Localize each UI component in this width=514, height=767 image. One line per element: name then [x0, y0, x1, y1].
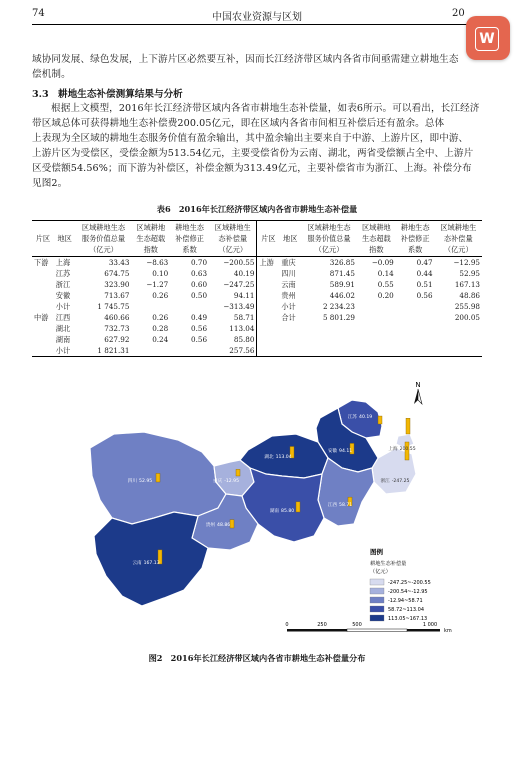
cell-coef	[396, 334, 435, 345]
cell-index: −0.09	[371, 258, 394, 267]
province-value-bar	[378, 416, 382, 424]
cell-zone	[257, 290, 279, 301]
cell-region: 四川	[281, 269, 296, 278]
cell-region: 合计	[281, 313, 296, 322]
cell-region: 重庆	[281, 258, 296, 267]
map-legend	[370, 547, 431, 622]
cell-value: 460.66	[104, 313, 130, 322]
cell-coef	[396, 323, 435, 334]
legend-swatch	[370, 579, 384, 585]
cell-coef: 0.49	[191, 313, 208, 322]
cell-index: 0.26	[152, 291, 169, 300]
cell-value: 674.75	[104, 269, 130, 278]
cell-region: 云南	[281, 280, 296, 289]
table-row	[32, 312, 482, 323]
cell-coef	[170, 301, 209, 312]
cell-index: 0.14	[377, 269, 394, 278]
cell-comp: 255.98	[454, 302, 480, 311]
cell-comp	[435, 345, 482, 357]
word-icon: W	[475, 27, 499, 51]
cell-value	[301, 323, 357, 334]
cell-zone	[257, 301, 279, 312]
col-comp: 区域耕地生 态补偿量 （亿元）	[209, 221, 257, 257]
cell-comp: 200.05	[454, 313, 480, 322]
cell-value: 5 801.29	[322, 313, 355, 322]
province-label: 贵州 48.86	[205, 523, 231, 528]
cell-index	[131, 301, 170, 312]
cell-coef: 0.63	[191, 269, 208, 278]
cell-zone: 上游	[257, 257, 279, 269]
cell-region: 小计	[281, 302, 296, 311]
table-row	[32, 334, 482, 345]
province-label: 安徽 94.11	[327, 449, 353, 454]
cell-value: 2 234.23	[322, 302, 355, 311]
legend-label: 113.05~167.13	[388, 616, 428, 623]
cell-index	[357, 312, 396, 323]
province-value-bar	[230, 520, 234, 528]
cell-region: 江西	[55, 313, 71, 322]
province-label: 云南 167.13	[132, 561, 160, 566]
cell-value: 446.02	[329, 291, 355, 300]
cell-region: 江苏	[55, 269, 71, 278]
province-label: 江苏 40.19	[347, 415, 373, 420]
paragraph-line: 上游片区为受偿区，受偿金额为513.54亿元，主要受偿省份为云南、湖北，两省受偿额占全中、上游片	[32, 148, 474, 159]
compensation-map	[60, 378, 460, 640]
cell-comp: 40.19	[233, 269, 255, 278]
scale-tick: 500	[352, 622, 362, 628]
analysis-paragraph	[32, 101, 482, 191]
cell-comp: 85.80	[233, 335, 255, 344]
cell-comp: 48.86	[459, 291, 480, 300]
province-label: 重庆 -12.95	[212, 479, 240, 484]
cell-region: 湖南	[55, 335, 71, 344]
header-rule	[32, 24, 482, 25]
province-value-bar	[156, 473, 160, 482]
province-label: 上海 200.55	[388, 447, 416, 452]
paragraph-line: 带区域总体可获得耕地生态补偿费200.05亿元，即在区域内各省市间相互补偿后还有盈余。总体	[32, 118, 445, 129]
province-label: 湖南 85.80	[269, 509, 295, 514]
table-row	[32, 279, 482, 290]
cell-index: 0.24	[152, 335, 169, 344]
north-arrow	[414, 381, 422, 404]
cell-zone	[32, 268, 54, 279]
cell-comp: −247.25	[223, 280, 255, 289]
cell-comp	[435, 334, 482, 345]
cell-region: 安徽	[55, 291, 71, 300]
cell-index	[357, 301, 396, 312]
province-region	[372, 448, 416, 494]
col-index: 区域耕地 生态超载 指数	[131, 221, 170, 257]
legend-swatch	[370, 597, 384, 603]
cell-zone	[32, 323, 54, 334]
section-number: 3.3	[32, 89, 49, 100]
table-row	[32, 257, 482, 269]
cell-value: 33.43	[108, 258, 130, 267]
cell-zone	[32, 279, 54, 290]
cell-comp: 58.71	[233, 313, 255, 322]
cell-region	[279, 334, 301, 345]
legend-swatch	[370, 606, 384, 612]
cell-comp	[435, 323, 482, 334]
table-body	[32, 257, 482, 357]
cell-region	[279, 345, 301, 357]
cell-coef: 0.60	[191, 280, 208, 289]
cell-value: 323.90	[104, 280, 130, 289]
legend-label: -247.25~-200.55	[388, 580, 431, 587]
cell-comp: 113.04	[229, 324, 255, 333]
body-continuation	[32, 52, 482, 82]
cell-zone	[257, 268, 279, 279]
cell-index: 0.10	[152, 269, 169, 278]
cell-index: 0.20	[377, 291, 394, 300]
cell-comp: −12.95	[453, 258, 480, 267]
paragraph-line: 区受偿额54.56%；而下游为补偿区，补偿金额为313.49亿元，主要补偿省市为浙江、上海。补偿分布	[32, 163, 472, 174]
col-index-right: 区域耕地 生态超载 指数	[357, 221, 396, 257]
cell-coef: 0.56	[416, 291, 433, 300]
col-coef: 耕地生态 补偿修正 系数	[170, 221, 209, 257]
cell-comp: 167.13	[454, 280, 480, 289]
province-value-bar	[236, 469, 240, 476]
cell-comp: −200.55	[223, 258, 255, 267]
compensation-table	[32, 220, 482, 357]
cell-value: 589.91	[329, 280, 355, 289]
cell-zone	[32, 290, 54, 301]
cell-coef	[396, 312, 435, 323]
cell-value: 713.67	[104, 291, 130, 300]
col-zone-right: 片区	[257, 221, 279, 257]
paragraph-line: 根据上文模型，2016年长江经济带区域内各省市耕地生态补偿量，如表6所示。可以看出，长江经济	[51, 103, 480, 114]
legend-title: 图例	[370, 548, 383, 556]
legend-label: -200.54~-12.95	[388, 589, 428, 596]
cell-value: 1 821.31	[76, 345, 132, 357]
province-label: 江西 58.71	[327, 503, 353, 508]
cell-value	[301, 345, 357, 357]
scale-tick: 0	[285, 622, 289, 628]
cell-zone	[257, 312, 279, 323]
cell-comp: 94.11	[233, 291, 255, 300]
cell-region: 贵州	[281, 291, 296, 300]
cell-index: 0.26	[152, 313, 169, 322]
cell-zone: 中游	[34, 313, 49, 322]
cell-value: 871.45	[329, 269, 355, 278]
legend-label: -12.94~58.71	[388, 598, 423, 605]
cell-coef: 0.44	[416, 269, 433, 278]
cell-coef: 0.51	[416, 280, 433, 289]
section-title: 耕地生态补偿测算结果与分析	[58, 89, 183, 100]
province-region	[94, 512, 208, 606]
table-row	[32, 301, 482, 312]
col-region: 地区	[54, 221, 76, 257]
cell-region: 湖北	[55, 324, 71, 333]
cell-region: 小计	[54, 345, 76, 357]
cell-index: 0.28	[152, 324, 169, 333]
cell-index: 0.55	[377, 280, 394, 289]
cell-coef: 0.56	[191, 324, 208, 333]
paragraph-line: 上表现为全区域的耕地生态服务价值有盈余输出，其中盈余输出主要来自于中游、上游片区，即中游、	[32, 133, 469, 144]
journal-title: 中国农业资源与区划	[212, 12, 302, 23]
table-header	[32, 221, 482, 257]
cell-value	[301, 334, 357, 345]
province-value-bar	[406, 418, 410, 434]
table-row	[32, 345, 482, 357]
col-value: 区域耕地生态 服务价值总量 （亿元）	[76, 221, 132, 257]
cell-comp: −313.49	[223, 302, 255, 311]
cell-coef	[170, 345, 209, 357]
cell-zone	[257, 345, 279, 357]
cell-coef: 0.50	[191, 291, 208, 300]
scale-tick: 1 000	[422, 622, 438, 628]
cell-value: 326.85	[329, 258, 355, 267]
cell-comp: 52.95	[459, 269, 480, 278]
cell-region: 小计	[55, 302, 71, 311]
cell-zone	[257, 323, 279, 334]
province-label: 四川 52.95	[127, 479, 153, 484]
paragraph-line: 见图2。	[32, 178, 68, 189]
cell-index	[357, 345, 396, 357]
col-coef-right: 耕地生态 补偿修正 系数	[396, 221, 435, 257]
cell-value: 627.92	[104, 335, 130, 344]
table-row	[32, 290, 482, 301]
province-label: 湖北 113.04	[264, 455, 292, 460]
legend-swatch	[370, 588, 384, 594]
province-value-bar	[296, 502, 300, 512]
section-heading	[32, 86, 183, 100]
province-label: 浙江 -247.25	[380, 479, 410, 484]
cell-coef: 0.47	[416, 258, 433, 267]
table-caption: 表6 2016年长江经济带区域内各省市耕地生态补偿量	[156, 204, 358, 214]
col-comp-right: 区域耕地生 态补偿量 （亿元）	[435, 221, 482, 257]
table-row	[32, 323, 482, 334]
cell-zone	[32, 345, 54, 357]
cell-value: 1 745.75	[97, 302, 130, 311]
cell-coef	[396, 345, 435, 357]
header-year: 20	[452, 8, 465, 19]
body-line: 偿机制。	[32, 69, 71, 80]
cell-coef: 0.56	[191, 335, 208, 344]
cell-index: −8.63	[146, 258, 169, 267]
cell-zone: 下游	[34, 258, 49, 267]
cell-zone	[257, 279, 279, 290]
body-line: 域协同发展、绿色发展，上下游片区必然要互补，因而长江经济带区域内各省市间亟需建立耕地生态	[32, 54, 459, 65]
figure-caption: 图2 2016年长江经济带区域内各省市耕地生态补偿量分布	[148, 653, 366, 663]
col-region-right: 地区	[279, 221, 301, 257]
cell-index: −1.27	[146, 280, 169, 289]
cell-index	[131, 345, 170, 357]
scale-tick: 250	[317, 622, 327, 628]
legend-label: 58.72~113.04	[388, 607, 424, 614]
col-zone: 片区	[32, 221, 54, 257]
cell-index	[357, 323, 396, 334]
cell-value: 732.73	[104, 324, 130, 333]
cell-coef: 0.70	[191, 258, 208, 267]
legend-swatch	[370, 615, 384, 621]
legend-unit: （亿元）	[370, 569, 391, 575]
cell-region	[279, 323, 301, 334]
scale-bar	[285, 622, 451, 634]
cell-coef	[396, 301, 435, 312]
cell-comp: 257.56	[209, 345, 257, 357]
cell-zone	[32, 334, 54, 345]
cell-index	[357, 334, 396, 345]
scale-unit: km	[444, 628, 452, 634]
table-row	[32, 268, 482, 279]
legend-subtitle: 耕地生态补偿量	[370, 561, 407, 567]
cell-zone	[32, 301, 54, 312]
cell-region: 浙江	[55, 280, 71, 289]
col-value-right: 区域耕地生态 服务价值总量 （亿元）	[301, 221, 357, 257]
page-number: 74	[32, 8, 45, 19]
north-label: N	[415, 381, 421, 389]
cell-zone	[257, 334, 279, 345]
cell-region: 上海	[55, 258, 71, 267]
